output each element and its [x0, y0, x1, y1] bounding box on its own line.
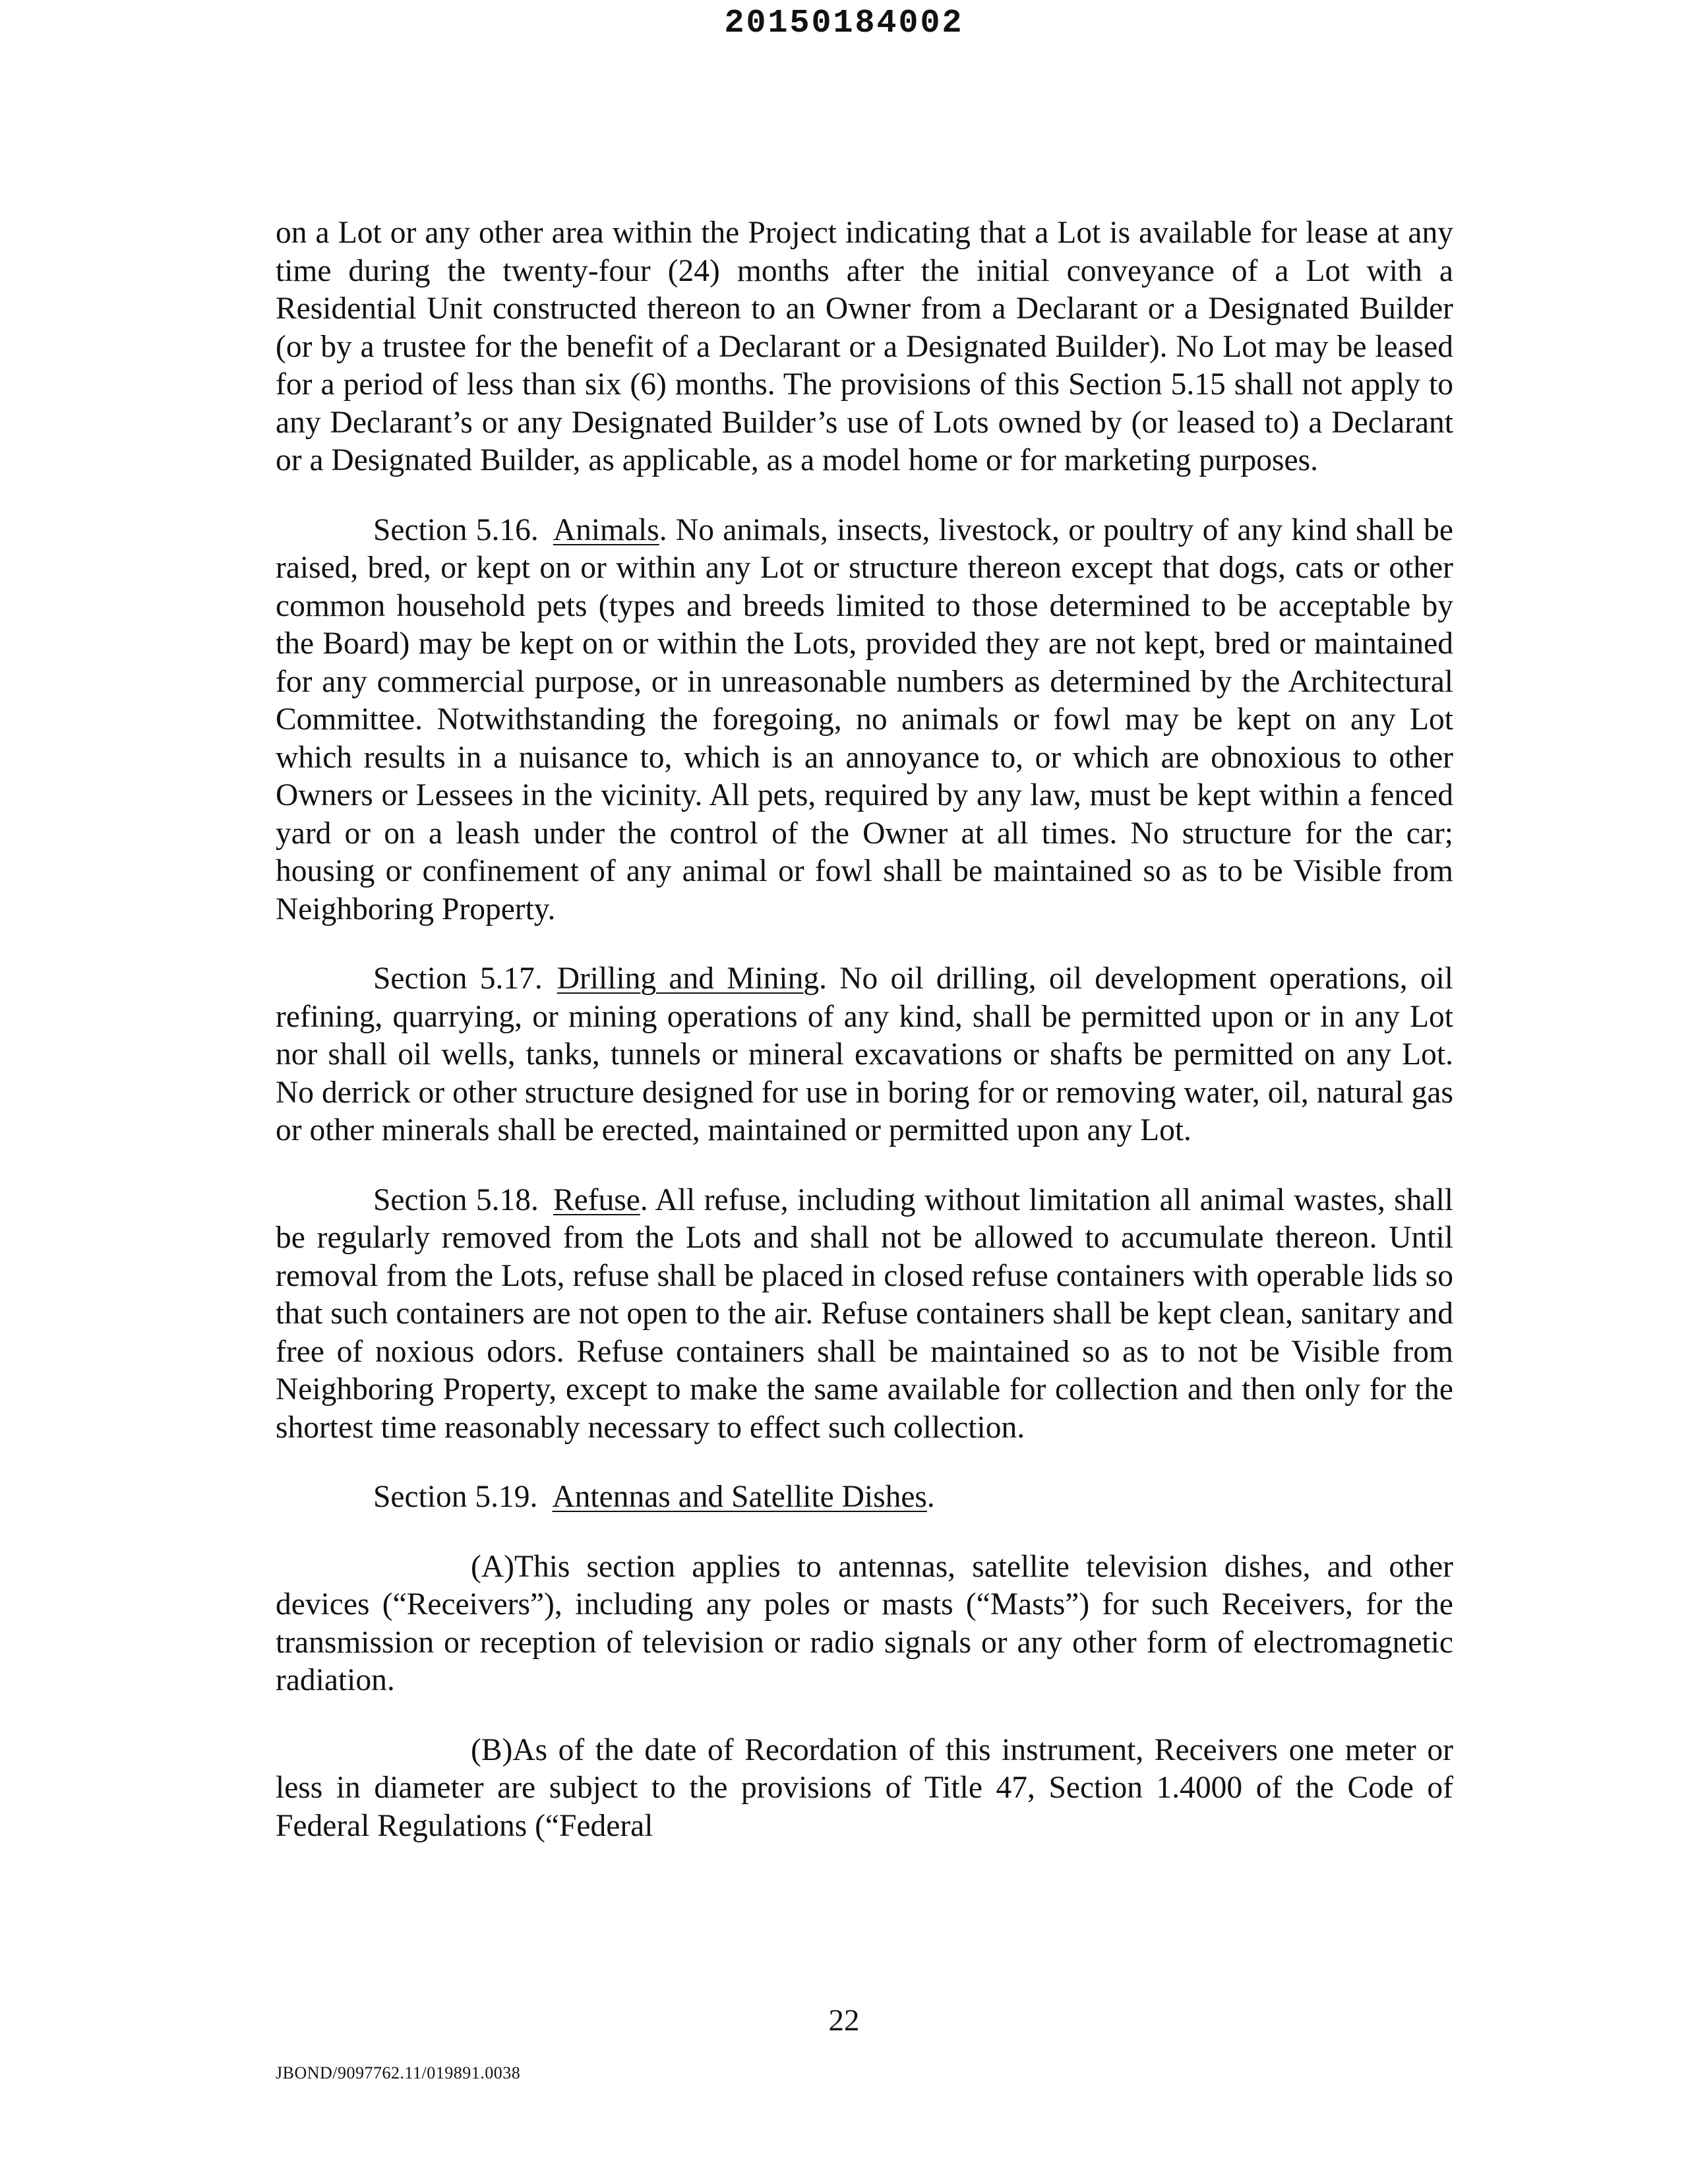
subsection-b [276, 1732, 1453, 1846]
section-number: Section 5.19. [373, 1480, 538, 1514]
recording-number: 20150184002 [724, 5, 964, 42]
subsection-label: (B) [471, 1732, 513, 1767]
page-number: 22 [828, 2003, 860, 2038]
section-heading: Refuse [553, 1182, 640, 1217]
subsection-a [276, 1548, 1453, 1700]
subsection-text: As of the date of Recordation of this instrument, Receivers one meter or less in diameter are subject to the provisions of Title 47, Section 1.4000 of the Code of Federal Regulations (“Federal [276, 1732, 1453, 1843]
section-text: . No animals, insects, livestock, or poultry of any kind shall be raised, bred, or kept on or within any Lot or structure thereon except that dogs, cats or other common household pets (types and breeds limited to those determined to be acceptable by the Board) may be kept on or within the Lots, provided they are not kept, bred or maintained for any commercial purpose, or in unreasonable numbers as determined by the Architectural Committee. Notwithstanding the foregoing, no animals or fowl may be kept on any Lot which results in a nuisance to, which is an annoyance to, or which are obnoxious to other Owners or Lessees in the vicinity. All pets, required by any law, must be kept within a fenced yard or on a leash under the control of the Owner at all times. No structure for the car; housing or confinement of any animal or fowl shall be maintained so as to be Visible from Neighboring Property. [276, 512, 1453, 926]
section-heading: Drilling and Mining [557, 961, 820, 996]
section-heading: Animals [553, 512, 659, 547]
section-5-18 [276, 1182, 1453, 1447]
section-number: Section 5.18. [373, 1182, 539, 1217]
document-id-footer: JBOND/9097762.11/019891.0038 [276, 2063, 521, 2082]
continuation-paragraph: on a Lot or any other area within the Project indicating that a Lot is available for lease at any time during the twenty-four (24) months after the initial conveyance of a Lot with a Residential Unit constructed thereon to an Owner from a Declarant or a Designated Builder (or by a trustee for the benefit of a Declarant or a Designated Builder). No Lot may be leased for a period of less than six (6) months. The provisions of this Section 5.15 shall not apply to any Declarant’s or any Designated Builder’s use of Lots owned by (or leased to) a Declarant or a Designated Builder, as applicable, as a model home or for marketing purposes. [276, 216, 1453, 477]
section-number: Section 5.17. [373, 961, 543, 996]
document-body [276, 214, 1453, 1877]
section-5-19 [276, 1478, 1453, 1517]
section-5-17 [276, 960, 1453, 1150]
section-text: . All refuse, including without limitation all animal wastes, shall be regularly removed from the Lots and shall not be allowed to accumulate thereon. Until removal from the Lots, refuse shall be placed in closed refuse containers with operable lids so that such containers are not open to the air. Refuse containers shall be kept clean, sanitary and free of noxious odors. Refuse containers shall be maintained so as to not be Visible from Neighboring Property, except to make the same available for collection and then only for the shortest time reasonably necessary to effect such collection. [276, 1182, 1453, 1445]
section-text: . No oil drilling, oil development operations, oil refining, quarrying, or mining operations of any kind, shall be permitted upon or in any Lot nor shall oil wells, tanks, tunnels or mineral excavations or shafts be permitted on any Lot. No derrick or other structure designed for use in boring for or removing water, oil, natural gas or other minerals shall be erected, maintained or permitted upon any Lot. [276, 961, 1454, 1147]
section-5-16 [276, 512, 1453, 929]
section-heading: Antennas and Satellite Dishes [552, 1480, 927, 1514]
section-number: Section 5.16. [373, 512, 539, 547]
subsection-label: (A) [471, 1549, 514, 1584]
subsection-text: This section applies to antennas, satellite television dishes, and other devices (“Receivers”), including any poles or masts (“Masts”) for such Receivers, for the transmission or reception of television or radio signals or any other form of electromagnetic radiation. [276, 1549, 1453, 1697]
section-text: . [926, 1480, 935, 1514]
